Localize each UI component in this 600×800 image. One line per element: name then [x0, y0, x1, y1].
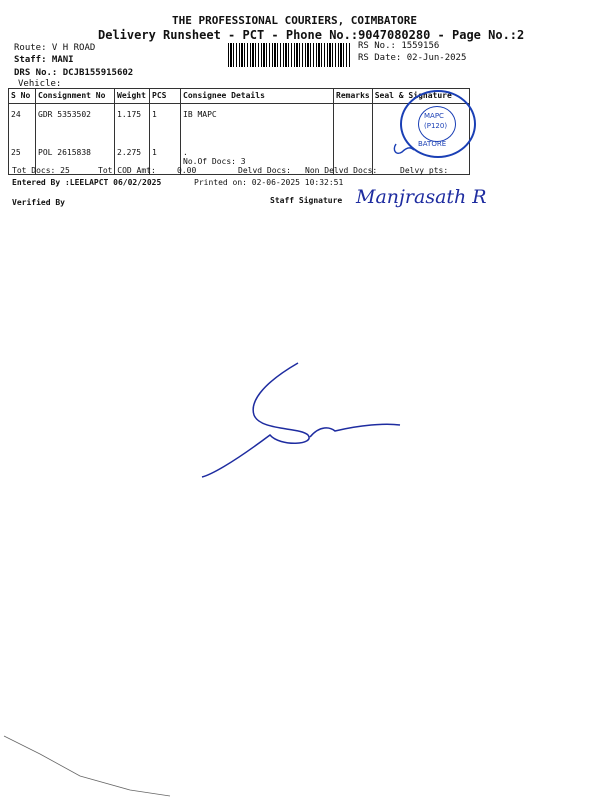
col-pcs: PCS [150, 89, 181, 104]
total-cod-label: Tot COD Amt: [98, 166, 156, 175]
col-consignee: Consignee Details [181, 89, 334, 104]
cell-weight: 1.175 [115, 104, 150, 147]
cell-pcs: 1 [150, 146, 181, 175]
col-seal: Seal & Signature [372, 89, 469, 104]
non-delivered-docs: Non Delvd Docs: [305, 166, 378, 175]
consignee-value: . [183, 148, 188, 157]
stamp-text: (P120) [424, 122, 448, 130]
cell-pcs: 1 [150, 104, 181, 147]
handwritten-signature [190, 355, 410, 485]
company-title: THE PROFESSIONAL COURIERS, COIMBATORE [172, 14, 418, 27]
cell-weight: 2.275 [115, 146, 150, 175]
cell-remarks [334, 104, 373, 147]
barcode [228, 43, 350, 67]
col-consignment: Consignment No [36, 89, 115, 104]
cell-sno: 24 [9, 104, 36, 147]
docs-count: No.Of Docs: 3 [183, 157, 246, 166]
scan-edge-mark [0, 720, 200, 800]
col-remarks: Remarks [334, 89, 373, 104]
vehicle-label: Vehicle: [18, 79, 62, 89]
col-sno: S No [9, 89, 36, 104]
stamp-text: BATORE [418, 140, 447, 148]
staff-signature: Manjrasath R [356, 186, 487, 208]
stamp-scribble [390, 140, 420, 160]
col-weight: Weight [115, 89, 150, 104]
route-label: Route: V H ROAD [14, 43, 96, 53]
cell-sno: 25 [9, 146, 36, 175]
total-docs: Tot Docs: 25 [12, 166, 70, 175]
staff-signature-label: Staff Signature [270, 196, 343, 205]
verified-by-label: Verified By [12, 198, 65, 207]
rs-date: RS Date: 02-Jun-2025 [358, 53, 467, 63]
rs-number: RS No.: 1559156 [358, 41, 440, 51]
delivery-points: Delvy pts: [400, 166, 449, 175]
runsheet-subtitle: Delivery Runsheet - PCT - Phone No.:9047080280 - Page No.:2 [98, 28, 525, 42]
entered-by: Entered By :LEELAPCT 06/02/2025 [12, 178, 162, 187]
cell-consignment: POL 2615838 [36, 146, 115, 175]
stamp-text: MAPC [424, 112, 444, 120]
staff-label: Staff: MANI [14, 55, 74, 65]
delivered-docs: Delvd Docs: [238, 166, 291, 175]
total-cod-value: 0.00 [177, 166, 197, 175]
cell-consignee: IB MAPC [181, 104, 334, 147]
cell-consignment: GDR 5353502 [36, 104, 115, 147]
printed-on: Printed on: 02-06-2025 10:32:51 [194, 178, 344, 187]
drs-number: DRS No.: DCJB155915602 [14, 68, 134, 78]
